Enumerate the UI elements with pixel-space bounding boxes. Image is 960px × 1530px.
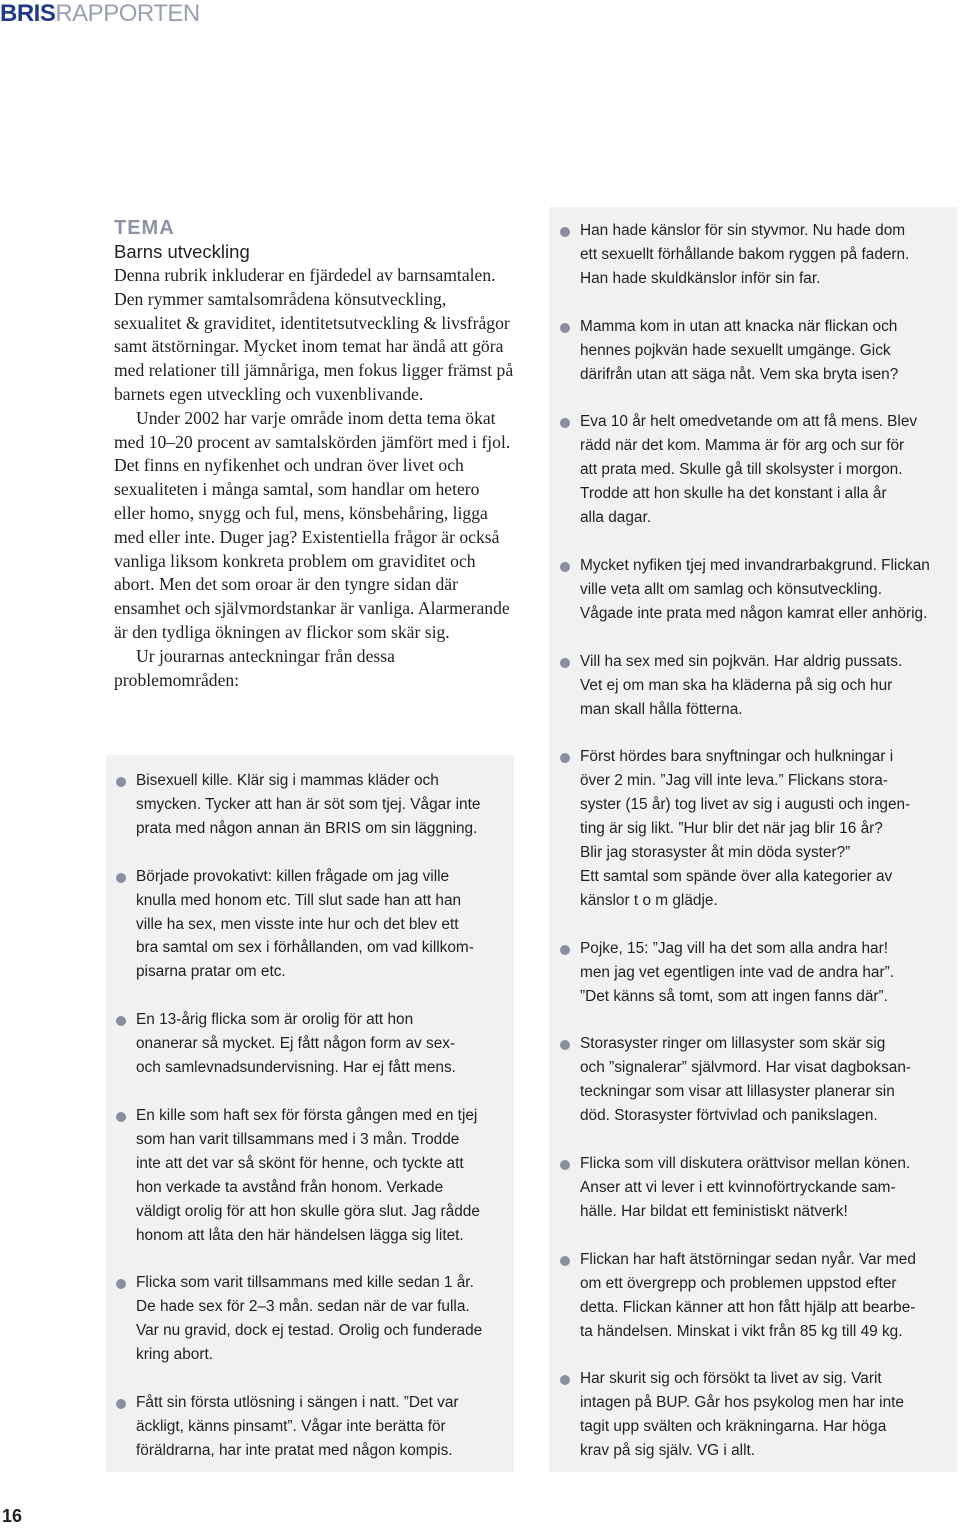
bullet-icon	[560, 753, 570, 763]
intro-paragraph-3: Ur jourarnas anteckningar från dessa problemområden:	[114, 645, 395, 690]
note-entry	[136, 865, 504, 985]
bullet-icon	[116, 1279, 126, 1289]
note-text: Pojke, 15: ”Jag vill ha det som alla andra har! men jag vet egentligen inte vad de andra har”. ”Det känns så tomt, som att ingen fanns där”.	[580, 939, 895, 1005]
note-text: Flicka som vill diskutera orättvisor mellan könen. Anser att vi lever i ett kvinnoförtryckande sam- hälle. Har bildat ett feministiskt nätverk!	[580, 1155, 911, 1220]
notes-box-left	[106, 755, 514, 1472]
note-text: Eva 10 år helt omedvetande om att få mens. Blev rädd när det kom. Mamma är för arg och sur för att prata med. Skulle gå till skolsyster i morgon. Trodde att hon skulle ha det konstant i alla år alla dagar.	[580, 413, 918, 527]
note-text: Först hördes bara snyftningar och hulkningar i över 2 min. ”Jag vill inte leva.” Flickans stora- syster (15 år) tog livet av sig i augusti och ingen- ting är sig likt. ”Hur blir det när jag blir 16 år? Blir jag storasyster åt min döda syster?” Ett samtal som spände över alla kategorier av känslor t o m glädje.	[580, 748, 911, 909]
bullet-icon	[560, 945, 570, 955]
note-entry	[136, 1104, 504, 1247]
note-text: Han hade känslor för sin styvmor. Nu hade dom ett sexuellt förhållande bakom ryggen på fadern. Han hade skuldkänslor inför sin far.	[580, 222, 910, 287]
note-entry	[136, 769, 504, 841]
note-entry	[580, 410, 949, 530]
note-text: Vill ha sex med sin pojkvän. Har aldrig pussats. Vet ej om man ska ha kläderna på sig och hur man skall hålla fötterna.	[580, 652, 903, 718]
note-entry	[580, 1367, 949, 1463]
note-entry	[580, 937, 949, 1009]
bullet-icon	[560, 323, 570, 333]
intro-section	[114, 216, 514, 692]
note-text: Bisexuell kille. Klär sig i mammas kläder och smycken. Tycker att han är söt som tjej. Vågar inte prata med någon annan än BRIS om sin läggning.	[136, 772, 481, 837]
note-entry	[580, 1032, 949, 1128]
note-text: Mycket nyfiken tjej med invandrarbakgrund. Flickan ville veta allt om samlag och könsutveckling. Vågade inte prata med någon kamrat eller anhörig.	[580, 556, 930, 622]
note-text: En 13-årig flicka som är orolig för att hon onanerar så mycket. Ej fått någon form av sex- och samlevnadsundervisning. Har ej fått mens.	[136, 1011, 456, 1077]
note-entry	[580, 650, 949, 722]
note-entry	[136, 1271, 504, 1367]
bullet-icon	[560, 227, 570, 237]
bullet-icon	[116, 1112, 126, 1122]
note-entry	[580, 219, 949, 291]
section-heading: Barns utveckling	[114, 241, 250, 262]
note-text: Storasyster ringer om lillasyster som skär sig och ”signalerar” självmord. Har visat dagboksan- teckningar som visar att lillasyster planerar sin död. Storasyster förtvivlad och panikslagen.	[580, 1035, 912, 1125]
page-number: 16	[2, 1506, 23, 1526]
note-entry	[580, 315, 949, 387]
note-text: Flickan har haft ätstörningar sedan nyår. Var med om ett övergrepp och problemen uppstod efter detta. Flickan känner att hon fått hjälp att bearbe- ta händelsen. Minskat i vikt från 85 kg till 49 kg.	[580, 1250, 916, 1340]
note-entry	[580, 1248, 949, 1344]
bullet-icon	[560, 658, 570, 668]
brand-logo-rapporten: RAPPORTEN	[55, 0, 200, 27]
bullet-icon	[560, 1040, 570, 1050]
note-text: Mamma kom in utan att knacka när flickan och hennes pojkvän hade sexuellt umgänge. Gick därifrån utan att säga nåt. Vem ska bryta isen?	[580, 317, 899, 383]
intro-paragraph-1: Denna rubrik inkluderar en fjärdedel av barnsamtalen. Den rymmer samtalsområdena könsutveckling, sexualitet & graviditet, identitetsutveckling & livsfrågor samt ätstörningar. Mycket inom temat har ändå att göra med relationer till jämnåriga, men fokus ligger främst på barnets egen utveckling och vuxenblivande.	[114, 265, 514, 404]
bullet-icon	[560, 1375, 570, 1385]
bullet-icon	[116, 873, 126, 883]
note-entry	[136, 1008, 504, 1080]
notes-box-right	[549, 207, 957, 1472]
bullet-icon	[560, 1160, 570, 1170]
brand-logo-bris: BRIS	[0, 0, 56, 27]
note-entry	[136, 1391, 504, 1463]
intro-paragraph-2: Under 2002 har varje område inom detta tema ökat med 10–20 procent av samtalskörden jämfört med i fjol. Det finns en nyfikenhet och undran över livet och sexualiteten i många samtal, som handlar om hetero eller homo, snygg och ful, mens, könsbehåring, ligga med eller inte. Duger jag? Existentiella frågor är också vanliga liksom konkreta problem om graviditet och abort. Men det som oroar är den tyngre sidan där ensamhet och självmordstankar är vanliga. Alarmerande är den tydliga ökningen av flickor som skär sig.	[114, 407, 511, 642]
brand-logo	[0, 0, 200, 28]
bullet-icon	[560, 1256, 570, 1266]
bullet-icon	[116, 1399, 126, 1409]
note-text: Har skurit sig och försökt ta livet av sig. Varit intagen på BUP. Går hos psykolog men har inte tagit upp svälten och kräkningarna. Har höga krav på sig själv. VG i allt.	[580, 1370, 904, 1460]
note-entry	[580, 745, 949, 912]
bullet-icon	[560, 418, 570, 428]
note-text: Flicka som varit tillsammans med kille sedan 1 år. De hade sex för 2–3 mån. sedan när de var fulla. Var nu gravid, dock ej testad. Orolig och funderade kring abort.	[136, 1274, 483, 1364]
note-entry	[580, 554, 949, 626]
bullet-icon	[116, 777, 126, 787]
note-text: Fått sin första utlösning i sängen i natt. ”Det var äckligt, känns pinsamt”. Vågar inte berätta för föräldrarna, har inte pratat med någon kompis.	[136, 1394, 459, 1459]
bullet-icon	[560, 562, 570, 572]
note-entry	[580, 1152, 949, 1224]
bullet-icon	[116, 1016, 126, 1026]
note-text: Började provokativt: killen frågade om jag ville knulla med honom etc. Till slut sade han att han ville ha sex, men visste inte hur och det blev ett bra samtal om sex i förhållanden, om vad killkom- pisarna pratar om etc.	[136, 867, 474, 981]
section-kicker: TEMA	[114, 217, 175, 239]
note-text: En kille som haft sex för första gången med en tjej som han varit tillsammans med i 3 mån. Trodde inte att det var så skönt för henne, och tyckte att hon verkade ta avstånd från honom. Verkade väldigt orolig för att hon skulle göra slut. Jag rådde honom att låta den här händelsen lägga sig litet.	[136, 1106, 480, 1244]
